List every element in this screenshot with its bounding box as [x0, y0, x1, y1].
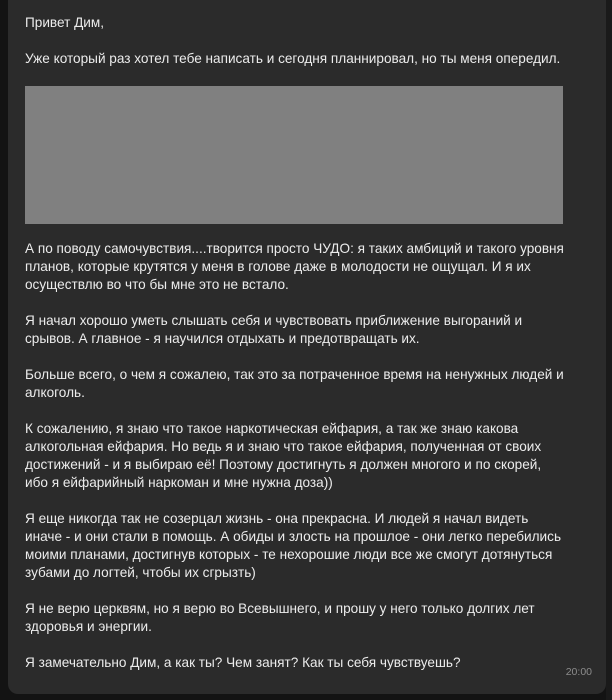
message-paragraph: К сожалению, я знаю что такое наркотическая ейфария, а так же знаю какова алкогольная ейфария. Но ведь я и знаю что такое ейфария, полученная от своих достижений - и я выбираю её! Поэтому достигнуть я должен многого и по скорей, ибо я ейфарийный наркоман и мне нужна доза)): [25, 421, 542, 490]
message-paragraph: Я не верю церквям, но я верю во Всевышнего, и прошу у него только долгих лет здоровья и энергии.: [25, 601, 535, 634]
message-paragraph: Уже который раз хотел тебе написать и сегодня планнировал, но ты меня опередил.: [25, 51, 561, 66]
message-timestamp: 20:00: [565, 666, 592, 678]
message-paragraph: Больше всего, о чем я сожалею, так это за потраченное время на ненужных людей и алкоголь.: [25, 367, 564, 400]
message-paragraph: Я начал хорошо уметь слышать себя и чувствовать приближение выгораний и срывов. А главное - я научился отдыхать и предотвращать их.: [25, 313, 523, 346]
message-paragraph: Я замечательно Дим, а как ты? Чем занят? Как ты себя чувствуешь?: [25, 655, 461, 670]
redacted-image-block: [25, 86, 563, 224]
message-paragraph: Я еще никогда так не созерцал жизнь - она прекрасна. И людей я начал видеть иначе - и они стали в помощь. А обиды и злость на прошлое - они легко перебились моими планами, достигнув которых - те нехорошие люди все же смогут дотянуться зубами до логтей, чтобы их сгрызть): [25, 511, 562, 580]
message-bubble[interactable]: [8, 0, 606, 694]
scrollbar-track[interactable]: [606, 0, 612, 700]
message-greeting: Привет Дим,: [25, 15, 105, 30]
message-paragraph: А по поводу самочувствия....творится просто ЧУДО: я таких амбиций и такого уровня планов, которые крутятся у меня в голове даже в молодости не ощущал. И я их осуществлю во что бы мне это не встало.: [25, 241, 564, 292]
